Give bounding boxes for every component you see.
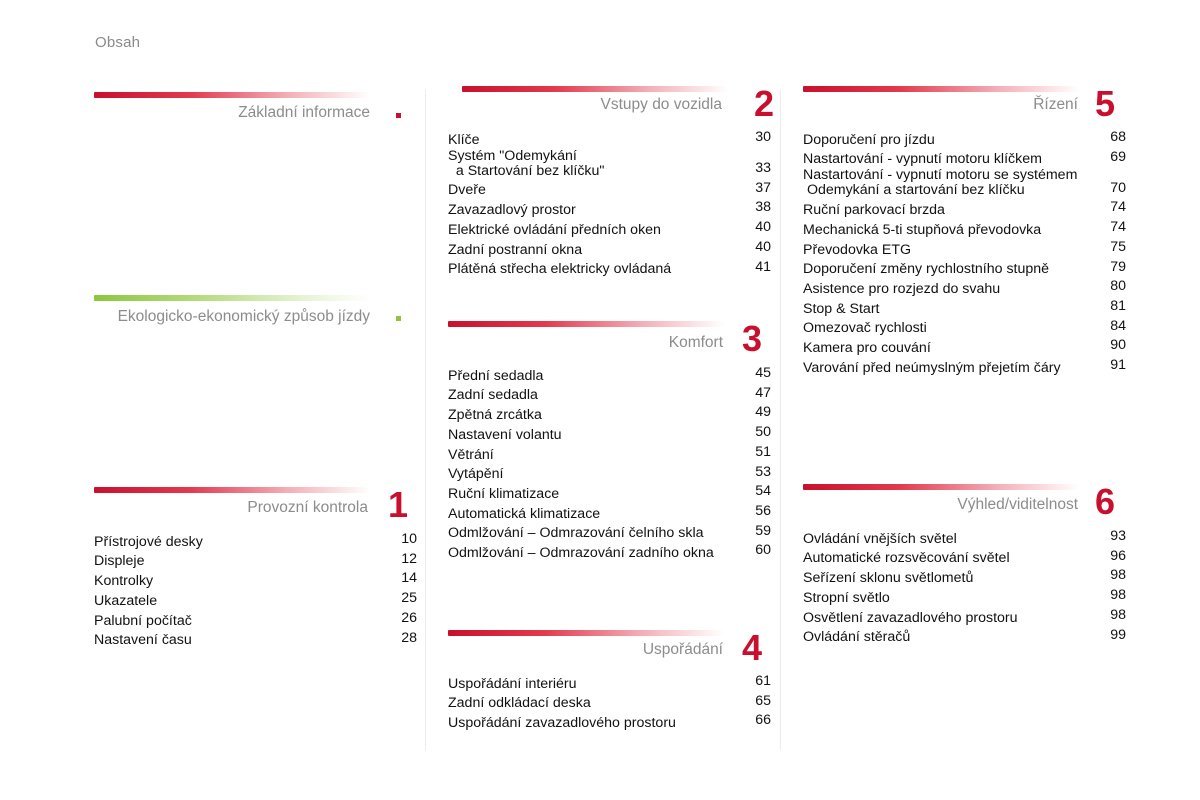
toc-entry-page: 59 — [755, 522, 771, 539]
section-title[interactable]: Výhled/viditelnost — [957, 496, 1078, 513]
toc-entry-page: 50 — [755, 424, 771, 441]
toc-entry-label: Zavazadlový prostor — [448, 202, 576, 219]
toc-entry-label: Nastartování - vypnutí motoru klíčkem — [803, 151, 1042, 168]
toc-list-section-3 — [448, 364, 771, 561]
toc-entry-label: Stropní světlo — [803, 589, 890, 606]
toc-entry[interactable] — [803, 606, 1126, 626]
toc-entry[interactable] — [94, 629, 417, 649]
section-marker-green — [396, 316, 401, 321]
toc-entry-label: Palubní počítač — [94, 612, 192, 629]
toc-entry-label: Zadní postranní okna — [448, 241, 583, 258]
toc-entry-label: Stop & Start — [803, 300, 880, 317]
toc-entry-page: 68 — [1110, 129, 1126, 145]
toc-entry[interactable] — [448, 148, 771, 179]
section-title[interactable]: Provozní kontrola — [247, 499, 368, 516]
section-bar — [94, 92, 370, 98]
toc-entry[interactable] — [448, 403, 771, 423]
toc-entry[interactable] — [803, 258, 1126, 278]
toc-entry[interactable] — [448, 463, 771, 483]
toc-entry-label: Elektrické ovládání předních oken — [448, 221, 661, 238]
toc-entry-label: Kontrolky — [94, 573, 154, 590]
toc-entry-page: 99 — [1110, 626, 1126, 643]
toc-entry-page: 69 — [1110, 148, 1126, 165]
toc-entry[interactable] — [448, 711, 771, 731]
toc-entry[interactable] — [803, 626, 1126, 646]
section-title[interactable]: Komfort — [668, 334, 723, 351]
section-title[interactable]: Vstupy do vozidla — [600, 96, 722, 113]
toc-entry-label: Doporučení změny rychlostního stupně — [803, 261, 1050, 278]
toc-entry[interactable] — [448, 198, 771, 218]
toc-entry-page: 30 — [755, 129, 771, 145]
toc-entry-page: 49 — [755, 404, 771, 421]
toc-entry-page: 56 — [755, 502, 771, 519]
toc-entry-label: Nastavení času — [94, 632, 192, 649]
section-number: 4 — [742, 627, 763, 668]
toc-entry-label: Doporučení pro jízdu — [803, 131, 935, 148]
toc-list-section-2 — [448, 128, 771, 277]
section-bar — [94, 487, 370, 493]
section-title[interactable]: Ekologicko-ekonomický způsob jízdy — [117, 308, 370, 325]
section-bar — [803, 484, 1079, 490]
toc-entry-page: 54 — [755, 483, 771, 500]
toc-entry[interactable] — [94, 569, 417, 589]
toc-entry-page: 90 — [1110, 337, 1126, 354]
toc-entry-label: Kamera pro couvání — [803, 340, 931, 357]
section-bar — [462, 86, 728, 92]
toc-entry[interactable] — [803, 547, 1126, 567]
section-1-provozni-kontrola — [94, 484, 418, 527]
section-number: 5 — [1095, 83, 1116, 124]
toc-entry-label: Systém "Odemykání a Startování bez klíčku" — [448, 147, 605, 179]
toc-entry-page: 51 — [755, 443, 771, 460]
toc-entry-page: 53 — [755, 463, 771, 480]
toc-entry[interactable] — [94, 609, 417, 629]
toc-entry-page: 98 — [1110, 606, 1126, 623]
toc-entry[interactable] — [803, 128, 1126, 148]
toc-entry-page: 66 — [755, 712, 771, 729]
toc-entry-label: Odmlžování – Odmrazování čelního skla — [448, 525, 704, 542]
toc-entry[interactable] — [803, 277, 1126, 297]
toc-entry-label: Ruční klimatizace — [448, 485, 560, 502]
section-title[interactable]: Základní informace — [238, 104, 370, 121]
toc-entry-page: 93 — [1110, 528, 1126, 544]
toc-entry-page: 28 — [401, 629, 417, 646]
toc-entry-page: 70 — [1110, 179, 1126, 196]
toc-entry[interactable] — [803, 238, 1126, 258]
toc-entry[interactable] — [803, 218, 1126, 238]
toc-entry[interactable] — [448, 238, 771, 258]
toc-entry[interactable] — [803, 297, 1126, 317]
toc-entry[interactable] — [448, 364, 771, 384]
toc-entry[interactable] — [448, 443, 771, 463]
section-6-vyhled — [803, 481, 1123, 524]
toc-entry-label: Větrání — [448, 446, 494, 463]
toc-entry[interactable] — [448, 218, 771, 238]
section-title[interactable]: Uspořádání — [642, 641, 723, 658]
toc-list-section-4 — [448, 672, 771, 731]
toc-entry-page: 74 — [1110, 219, 1126, 236]
toc-entry-page: 10 — [401, 531, 417, 547]
toc-entry-page: 65 — [755, 692, 771, 709]
section-title[interactable]: Řízení — [1033, 96, 1078, 113]
toc-entry[interactable] — [803, 527, 1126, 547]
toc-entry-label: Klíče — [448, 131, 480, 148]
toc-entry-label: Seřízení sklonu světlometů — [803, 570, 974, 587]
section-number: 3 — [742, 318, 763, 359]
toc-entry-label: Zadní odkládací deska — [448, 695, 591, 712]
section-zakladni-informace — [94, 92, 370, 132]
toc-entry-label: Zpětná zrcátka — [448, 407, 542, 424]
toc-entry-page: 45 — [755, 365, 771, 381]
toc-entry[interactable] — [803, 167, 1126, 198]
toc-entry-page: 98 — [1110, 567, 1126, 584]
toc-entry-label: Uspořádání interiéru — [448, 675, 577, 692]
toc-entry[interactable] — [448, 502, 771, 522]
toc-entry-page: 60 — [755, 542, 771, 559]
section-5-rizeni — [803, 83, 1123, 126]
toc-entry-label: Automatická klimatizace — [448, 505, 601, 522]
toc-entry-page: 84 — [1110, 317, 1126, 334]
toc-entry[interactable] — [803, 148, 1126, 168]
toc-entry[interactable] — [448, 128, 771, 148]
toc-entry[interactable] — [448, 384, 771, 404]
section-bar — [448, 630, 724, 636]
toc-entry-page: 96 — [1110, 547, 1126, 564]
toc-entry-label: Odmlžování – Odmrazování zadního okna — [448, 545, 714, 562]
toc-entry-label: Automatické rozsvěcování světel — [803, 550, 1010, 567]
toc-entry-label: Omezovač rychlosti — [803, 320, 927, 337]
section-eko — [94, 295, 370, 335]
toc-entry-page: 98 — [1110, 587, 1126, 604]
toc-entry[interactable] — [448, 522, 771, 542]
section-bar — [448, 321, 724, 327]
toc-entry-page: 47 — [755, 384, 771, 401]
toc-entry-page: 41 — [755, 258, 771, 275]
section-marker-red — [396, 113, 401, 118]
toc-entry-label: Displeje — [94, 553, 145, 570]
section-3-komfort — [448, 318, 778, 361]
toc-list-section-6 — [803, 527, 1126, 645]
toc-entry[interactable] — [448, 423, 771, 443]
toc-entry[interactable] — [94, 530, 417, 550]
toc-entry[interactable] — [448, 482, 771, 502]
toc-entry-label: Varování před neúmyslným přejetím čáry — [803, 359, 1061, 376]
toc-entry[interactable] — [803, 356, 1126, 376]
toc-entry-label: Asistence pro rozjezd do svahu — [803, 280, 1001, 297]
toc-entry-page: 81 — [1110, 297, 1126, 314]
toc-entry-page: 91 — [1110, 357, 1126, 374]
toc-entry-label: Přední sedadla — [448, 367, 544, 384]
toc-entry-label: Zadní sedadla — [448, 387, 538, 404]
toc-entry-label: Přístrojové desky — [94, 533, 203, 550]
section-4-usporadani — [448, 627, 778, 670]
toc-entry-page: 74 — [1110, 199, 1126, 216]
toc-entry-page: 14 — [401, 570, 417, 587]
section-2-vstupy — [462, 83, 778, 126]
toc-entry-label: Ukazatele — [94, 592, 158, 609]
toc-entry-page: 38 — [755, 199, 771, 216]
toc-entry-label: Dveře — [448, 182, 486, 199]
toc-entry[interactable] — [94, 550, 417, 570]
section-number: 1 — [388, 484, 409, 525]
toc-entry-label: Vytápění — [448, 466, 504, 483]
toc-entry[interactable] — [803, 198, 1126, 218]
toc-entry[interactable] — [94, 589, 417, 609]
toc-entry[interactable] — [803, 317, 1126, 337]
toc-entry[interactable] — [448, 258, 771, 278]
toc-entry-page: 25 — [401, 590, 417, 607]
toc-entry-label: Ruční parkovací brzda — [803, 202, 945, 219]
toc-entry-label: Ovládání stěračů — [803, 629, 911, 646]
toc-entry-page: 12 — [401, 550, 417, 567]
toc-entry-page: 33 — [755, 160, 771, 176]
toc-entry-label: Ovládání vnějších světel — [803, 530, 957, 547]
toc-entry-label: Mechanická 5-ti stupňová převodovka — [803, 221, 1042, 238]
toc-entry-label: Uspořádání zavazadlového prostoru — [448, 715, 676, 732]
toc-entry-label: Osvětlení zavazadlového prostoru — [803, 609, 1018, 626]
toc-entry[interactable] — [448, 672, 771, 692]
section-number: 6 — [1095, 481, 1116, 522]
section-number: 2 — [754, 83, 775, 124]
toc-entry[interactable] — [803, 566, 1126, 586]
page-title: Obsah — [95, 34, 141, 51]
toc-list-section-5 — [803, 128, 1126, 376]
toc-entry-label: Nastavení volantu — [448, 426, 562, 443]
toc-entry-label: Plátěná střecha elektricky ovládaná — [448, 261, 672, 278]
toc-entry-page: 40 — [755, 219, 771, 236]
column-divider — [780, 90, 781, 750]
toc-entry-page: 80 — [1110, 278, 1126, 295]
column-divider — [425, 90, 426, 750]
toc-entry-page: 40 — [755, 238, 771, 255]
toc-entry[interactable] — [803, 586, 1126, 606]
toc-list-section-1 — [94, 530, 417, 648]
toc-entry-page: 26 — [401, 609, 417, 626]
toc-entry-page: 75 — [1110, 238, 1126, 255]
toc-entry[interactable] — [803, 336, 1126, 356]
toc-entry[interactable] — [448, 692, 771, 712]
section-bar — [94, 295, 370, 301]
toc-entry-page: 37 — [755, 179, 771, 196]
toc-entry-page: 79 — [1110, 258, 1126, 275]
toc-entry-label: Převodovka ETG — [803, 241, 912, 258]
section-bar — [803, 86, 1079, 92]
toc-entry[interactable] — [448, 179, 771, 199]
toc-entry-page: 61 — [755, 673, 771, 689]
toc-entry-label: Nastartování - vypnutí motoru se systémem Odemykání a startování bez klíčku — [803, 167, 1078, 199]
toc-entry[interactable] — [448, 541, 771, 561]
